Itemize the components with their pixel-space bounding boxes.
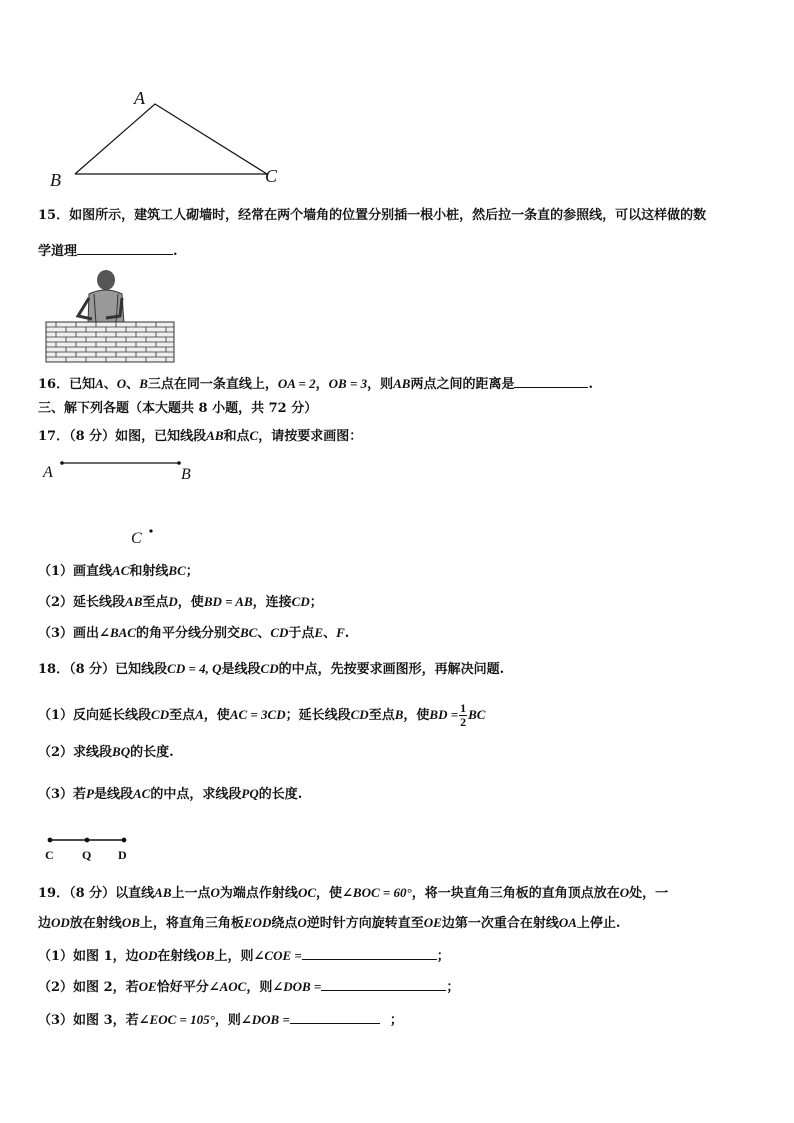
q17-fig-label-c: C: [131, 530, 142, 547]
q17-p2-cd: CD: [291, 594, 310, 609]
q18-p1-b: B: [394, 707, 404, 722]
q18-fig-label-c: C: [45, 848, 54, 862]
triangle-figure: [40, 85, 300, 195]
q17-p2-text: （2）延长线段: [38, 595, 126, 610]
q18-p2-text: （2）求线段: [38, 745, 113, 760]
q19-o3: O: [297, 915, 307, 930]
q19-od: OD: [51, 915, 70, 930]
q15-line2-text: 学道理: [38, 244, 78, 259]
q19-p1-end: ；: [436, 949, 450, 964]
q18-p3-text: （3）若: [38, 787, 87, 802]
q18-p2-bq: BQ: [112, 744, 131, 759]
q19-p3-answer-blank[interactable]: [290, 1011, 380, 1024]
q17-p1-text2: 和射线: [129, 564, 169, 579]
q19-o2: O: [619, 885, 630, 900]
q18-fraction-denominator: 2: [460, 715, 467, 729]
q19-l2a: 边: [38, 916, 52, 931]
q17-p3-text3: 于点: [288, 626, 315, 641]
q18-p1-bd: BD =: [429, 707, 459, 722]
q18-p3-text2: 是线段: [94, 787, 134, 802]
q18-p1-text: （1）反向延长线段: [38, 708, 152, 723]
q17-part2: [38, 594, 323, 611]
q16-sep1: 、: [103, 377, 117, 392]
q17-c: C: [249, 428, 259, 443]
q19-m5: 处，一: [629, 886, 669, 901]
q19-oa: OA: [558, 915, 577, 930]
q19-l2e: 逆时针方向旋转直至: [306, 916, 424, 931]
q19-ob: OB: [121, 915, 140, 930]
q15-answer-blank[interactable]: [77, 242, 173, 255]
q19-oe: OE: [423, 915, 442, 930]
q18-p1-text3: ，使: [203, 708, 230, 723]
q19-p1-od: OD: [138, 948, 158, 963]
q19-p1-text: （1）如图 1，边: [38, 949, 139, 964]
q17-p2-bd: BD = AB: [203, 594, 253, 609]
q17-part1: [38, 563, 199, 580]
q19-p3-text2: ，则: [214, 1013, 241, 1028]
q19-p2-answer-blank[interactable]: [321, 978, 446, 991]
q18-p1-text5: 至点: [368, 708, 395, 723]
q17-p3-angle: ∠BAC: [99, 625, 136, 640]
q19-p3-eoc: ∠EOC = 105°: [138, 1012, 215, 1027]
q18-p1-a: A: [195, 707, 204, 722]
q18-p3-end: 的长度.: [258, 787, 303, 802]
q19-l2f: 边第一次重合在射线: [441, 916, 559, 931]
q16-line: [38, 375, 593, 393]
q19-ab: AB: [154, 885, 172, 900]
q19-p1-text2: 在射线: [157, 949, 197, 964]
q16-mid2: ，则: [367, 377, 394, 392]
q16-oa: OA = 2: [277, 376, 316, 391]
q17-p3-sep2: 、: [323, 626, 337, 641]
q19-p2-text: （2）如图 2，若: [38, 980, 139, 995]
q19-p1-text3: 上，则: [214, 949, 254, 964]
q17-p3-cd: CD: [270, 625, 289, 640]
q19-part1: [38, 947, 450, 965]
q17-mid: 和点: [223, 429, 250, 444]
q19-l2g: 上停止.: [576, 916, 621, 931]
q16-point-a: A: [95, 376, 104, 391]
q18-p3-p: P: [86, 786, 94, 801]
q18-part2: [38, 744, 174, 761]
q19-prefix: 19．（8 分）以直线: [38, 886, 155, 901]
q19-p2-angle: ∠DOB =: [272, 979, 322, 994]
q16-point-b: B: [139, 376, 148, 391]
q19-p2-text2: 恰好平分: [156, 980, 209, 995]
q19-stem-line1: [38, 885, 668, 902]
q19-boc: ∠BOC = 60°: [342, 885, 412, 900]
q19-m2: 为端点作射线: [219, 886, 298, 901]
q18-prefix: 18．（8 分）已知线段: [38, 662, 168, 677]
q17-fig-label-a: A: [43, 464, 53, 481]
q19-p1-angle: ∠COE =: [253, 948, 302, 963]
q17-stem: [38, 428, 362, 445]
q17-fig-label-b: B: [181, 466, 191, 483]
q19-m1: 上一点: [171, 886, 211, 901]
q19-eod: EOD: [243, 915, 272, 930]
q18-p1-cd2: CD: [350, 707, 369, 722]
q18-fig-label-d: D: [118, 848, 127, 862]
q18-p1-ac: AC = 3CD: [229, 707, 286, 722]
q19-p2-oe: OE: [138, 979, 157, 994]
q18-p1-bc: BC: [468, 707, 486, 722]
q16-point-o: O: [116, 376, 127, 391]
q17-p1-bc: BC: [168, 563, 186, 578]
q18-p1-text4: ；延长线段: [285, 708, 351, 723]
q19-p2-text3: ，则: [246, 980, 273, 995]
q18-fraction-numerator: 1: [460, 701, 467, 715]
q17-ab: AB: [206, 428, 224, 443]
q18-p3-text3: 的中点，求线段: [150, 787, 242, 802]
q17-p2-text3: ，使: [177, 595, 204, 610]
q19-l2c: 上，将直角三角板: [139, 916, 244, 931]
q18-p3-pq: PQ: [241, 786, 259, 801]
q18-fig-label-q: Q: [82, 848, 92, 862]
q19-l2d: 绕点: [271, 916, 298, 931]
q17-prefix: 17．（8 分）如图，已知线段: [38, 429, 207, 444]
triangle-label-b: B: [50, 170, 61, 190]
q18-p2-end: 的长度.: [130, 745, 174, 760]
q17-end: ，请按要求画图：: [258, 429, 363, 444]
q17-p3-text2: 的角平分线分别交: [135, 626, 240, 641]
q19-oc: OC: [297, 885, 316, 900]
q17-p2-ab: AB: [125, 594, 143, 609]
q17-p1-text: （1）画直线: [38, 564, 113, 579]
q17-p1-end: ；: [185, 564, 199, 579]
q19-p1-answer-blank[interactable]: [302, 947, 437, 960]
q18-stem: [38, 661, 504, 678]
q18-cd2: CD: [260, 661, 279, 676]
q17-part3: [38, 625, 349, 642]
worker-wall-illustration: [44, 264, 176, 364]
q17-p1-ac: AC: [112, 563, 130, 578]
q15-line2: [38, 242, 178, 260]
q18-part1: [38, 702, 485, 729]
q18-end: 的中点，先按要求画图形，再解决问题.: [278, 662, 505, 677]
q16-ab: AB: [393, 376, 411, 391]
q16-answer-blank[interactable]: [514, 375, 588, 388]
q15-end: .: [173, 244, 178, 259]
q17-p2-text4: ，连接: [252, 595, 292, 610]
q19-p1-ob: OB: [196, 948, 215, 963]
q18-fraction: [459, 702, 467, 729]
q17-p3-bc: BC: [239, 625, 258, 640]
q17-p3-sep: 、: [257, 626, 271, 641]
q16-mid1: 三点在同一条直线上，: [147, 377, 278, 392]
q17-p2-d: D: [168, 594, 178, 609]
q18-part3: [38, 786, 302, 803]
section-3-heading: 三、解下列各题（本大题共 8 小题，共 72 分）: [38, 401, 318, 416]
q17-p3-text: （3）画出: [38, 626, 100, 641]
q18-p1-text6: ，使: [403, 708, 430, 723]
q16-end: .: [588, 377, 594, 392]
q19-m4: ，将一块直角三角板的直角顶点放在: [411, 886, 620, 901]
q18-p1-text2: 至点: [169, 708, 196, 723]
q18-p3-ac: AC: [133, 786, 151, 801]
q17-p3-f: F: [336, 625, 345, 640]
q15-line1: 15．如图所示，建筑工人砌墙时，经常在两个墙角的位置分别插一根小桩，然后拉一条直的参照线，可以这样做的数: [38, 208, 707, 223]
q18-p1-cd: CD: [151, 707, 170, 722]
q19-part2: [38, 978, 459, 996]
q19-stem-line2: [38, 915, 620, 932]
q19-o: O: [210, 885, 220, 900]
q17-p2-end: ；: [309, 595, 323, 610]
q19-p3-text: （3）如图 3，若: [38, 1013, 139, 1028]
q18-cd: CD = 4, Q: [167, 661, 222, 676]
triangle-label-c: C: [265, 166, 278, 186]
q19-p2-aoc: ∠AOC: [208, 979, 247, 994]
q18-mid: 是线段: [221, 662, 261, 677]
q16-sep3: ，: [315, 377, 329, 392]
q17-p2-text2: 至点: [142, 595, 169, 610]
q19-p3-angle: ∠DOB =: [240, 1012, 290, 1027]
q19-m3: ，使: [316, 886, 343, 901]
q16-prefix: 16．已知: [38, 377, 96, 392]
q17-figure: [40, 450, 210, 550]
q17-p3-end: .: [344, 626, 350, 641]
q16-mid3: 两点之间的距离是: [410, 377, 515, 392]
q19-l2b: 放在射线: [69, 916, 122, 931]
q19-p3-end: ；: [389, 1013, 403, 1028]
q16-ob: OB = 3: [328, 376, 368, 391]
q17-p3-e: E: [314, 625, 324, 640]
q19-p2-end: ；: [446, 980, 460, 995]
triangle-label-a: A: [134, 88, 145, 108]
q16-sep2: 、: [126, 377, 140, 392]
q19-part3: [38, 1011, 403, 1029]
